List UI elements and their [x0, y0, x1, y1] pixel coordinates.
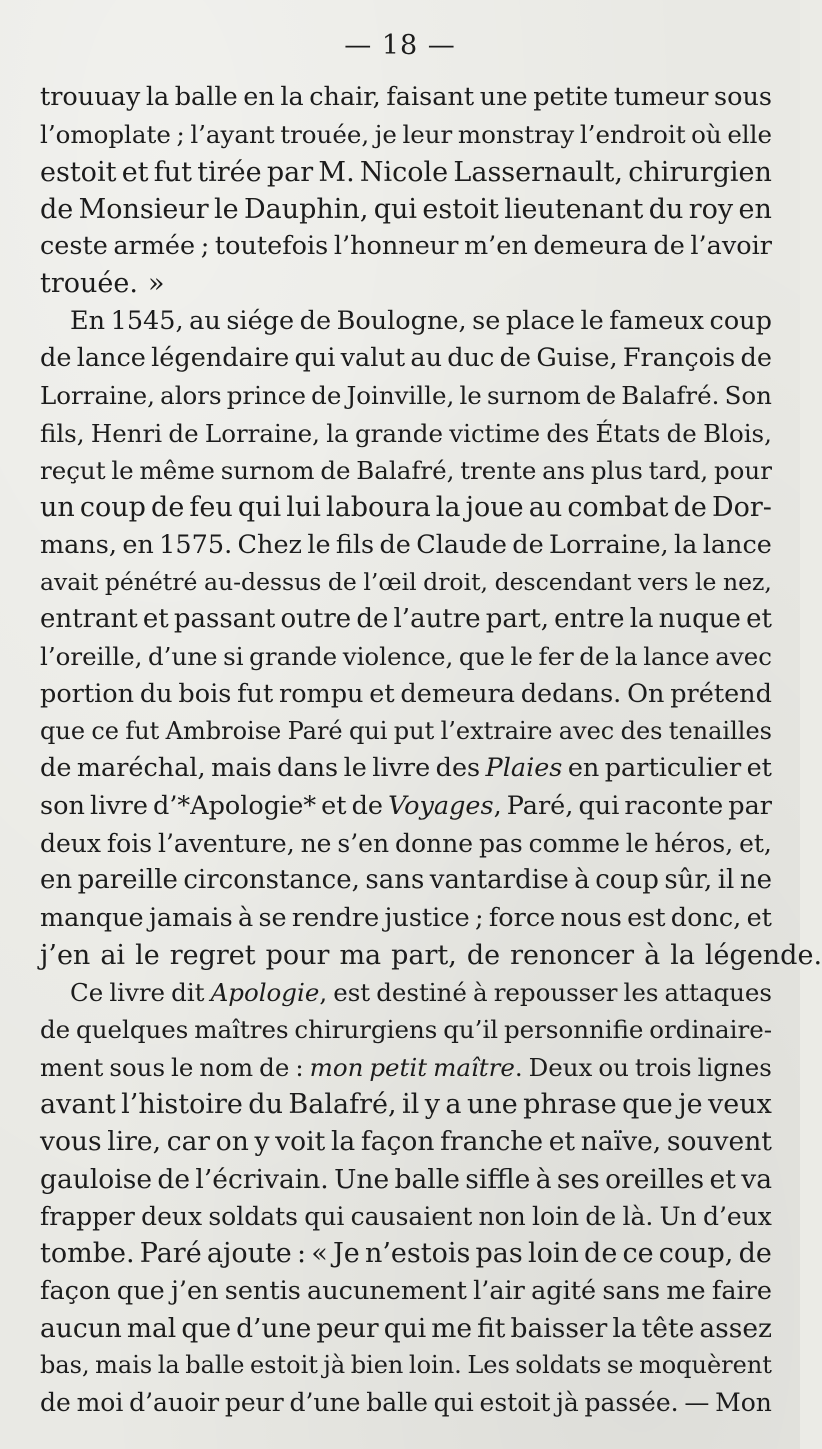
text-line: de lance légendaire qui valut au duc de Guise, François de — [40, 343, 772, 374]
body-text — [40, 79, 822, 1422]
text-line: trouuay la balle en la chair, faisant une petite tumeur sous — [40, 82, 772, 112]
text-line: aucun mal que d’une peur qui me fit baisser la tête assez — [40, 1312, 772, 1344]
text-line: son livre d’*Apologie* et de Voyages, Paré, qui raconte par — [40, 790, 772, 821]
text-line: tombe. Paré ajoute : « Je n’estois pas loin de ce coup, de — [40, 1238, 772, 1270]
text-line: que ce fut Ambroise Paré qui put l’extraire avec des tenailles — [40, 717, 772, 746]
page-number: — 18 — — [344, 30, 456, 61]
text-line: frapper deux soldats qui causaient non loin de là. Un d’eux — [40, 1201, 772, 1231]
text-line: l’omoplate ; l’ayant trouée, je leur monstray l’endroit où elle — [40, 120, 772, 150]
text-line: ceste armée ; toutefois l’honneur m’en demeura de l’avoir — [40, 231, 772, 262]
text-line: l’oreille, d’une si grande violence, que le fer de la lance avec — [40, 642, 772, 672]
text-line: ment sous le nom de : mon petit maître. Deux ou trois lignes — [40, 1052, 772, 1082]
text-line: portion du bois fut rompu et demeura dedans. On prétend — [40, 678, 772, 709]
text-line: j’en ai le regret pour ma part, de renoncer à la légende. — [40, 939, 822, 971]
text-line: de moi d’auoir peur d’une balle qui estoit jà passée. — Mon — [40, 1388, 772, 1418]
text-line: estoit et fut tirée par M. Nicole Lassernault, chirurgien — [40, 156, 772, 188]
text-line: façon que j’en sentis aucunement l’air agité sans me faire — [40, 1275, 772, 1306]
text-line: vous lire, car on y voit la façon franche et naïve, souvent — [40, 1126, 772, 1158]
text-line: trouée. » — [40, 268, 165, 300]
text-line: de maréchal, mais dans le livre des Plaies en particulier et — [40, 753, 772, 784]
text-line: avait pénétré au-dessus de l’œil droit, descendant vers le nez, — [40, 567, 772, 596]
text-line: fils, Henri de Lorraine, la grande victime des États de Blois, — [40, 418, 772, 448]
text-line: En 1545, au siége de Boulogne, se place le fameux coup — [70, 305, 772, 336]
text-line: reçut le même surnom de Balafré, trente ans plus tard, pour — [40, 455, 772, 485]
text-line: entrant et passant outre de l’autre part, entre la nuque et — [40, 604, 772, 635]
text-line: bas, mais la balle estoit jà bien loin. Les soldats se moquèrent — [40, 1351, 772, 1380]
text-line: deux fois l’aventure, ne s’en donne pas comme le héros, et, — [40, 828, 772, 858]
text-line: gauloise de l’écrivain. Une balle siffle à ses oreilles et va — [40, 1163, 772, 1195]
text-line: de quelques maîtres chirurgiens qu’il personnifie ordinaire- — [40, 1015, 772, 1045]
text-line: Ce livre dit Apologie, est destiné à repousser les attaques — [70, 978, 772, 1008]
text-line: de Monsieur le Dauphin, qui estoit lieutenant du roy en — [40, 193, 772, 225]
text-line: mans, en 1575. Chez le fils de Claude de Lorraine, la lance — [40, 529, 772, 560]
text-line: en pareille circonstance, sans vantardise à coup sûr, il ne — [40, 865, 772, 896]
text-line: manque jamais à se rendre justice ; force nous est donc, et — [40, 902, 772, 933]
text-line: un coup de feu qui lui laboura la joue au combat de Dor- — [40, 492, 772, 524]
text-line: Lorraine, alors prince de Joinville, le surnom de Balafré. Son — [40, 381, 772, 411]
text-line: avant l’histoire du Balafré, il y a une phrase que je veux — [40, 1089, 772, 1121]
